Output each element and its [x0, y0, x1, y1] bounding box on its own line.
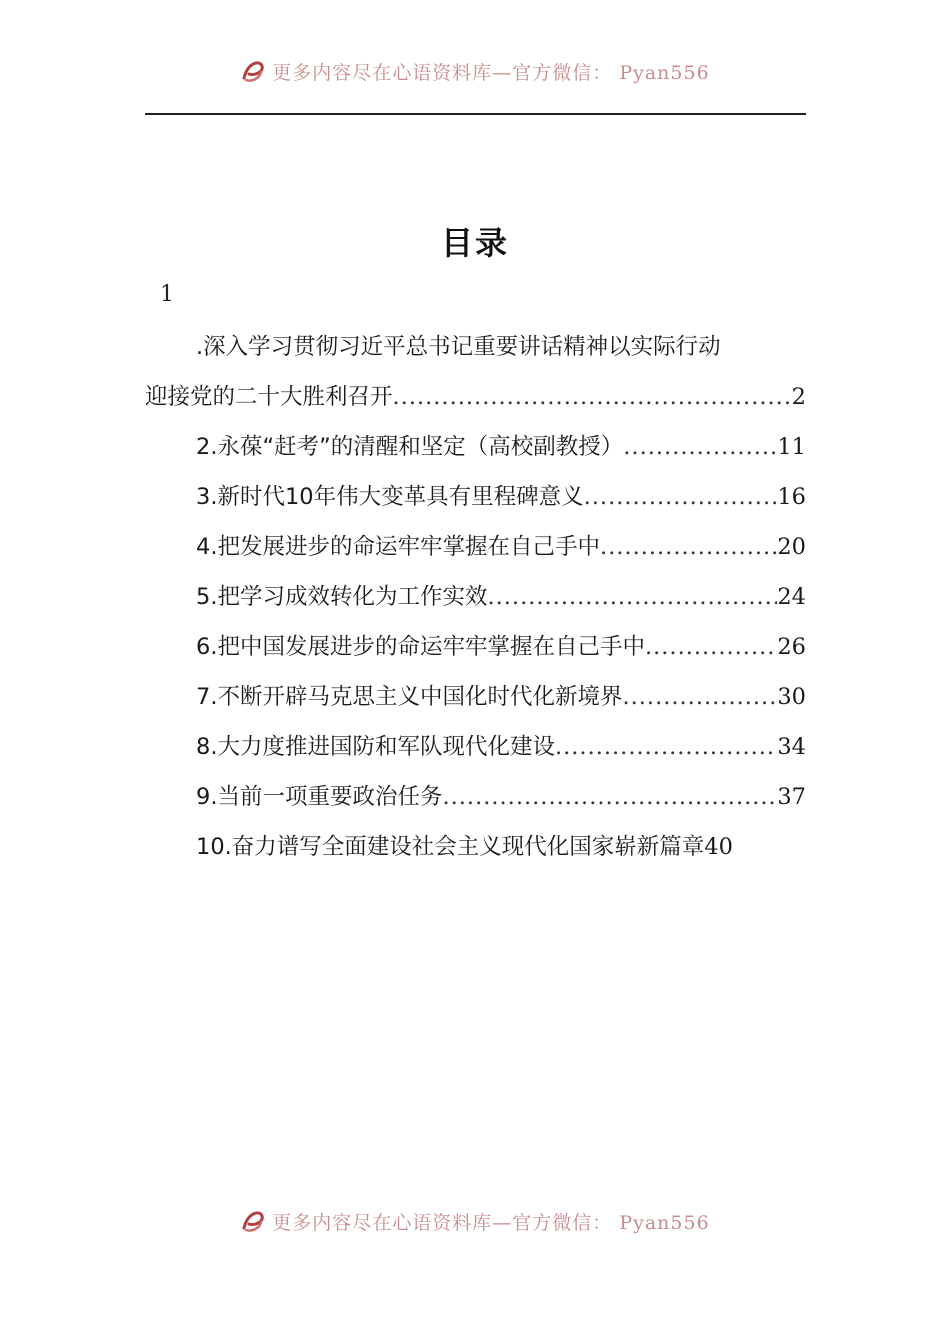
toc-entry[interactable]: [145, 572, 806, 622]
toc-page-number: 11: [777, 434, 806, 460]
toc-page-number: 26: [777, 634, 806, 660]
toc-leader-dots: [600, 522, 777, 572]
table-of-contents: [145, 322, 806, 872]
page-title: 目录: [440, 224, 509, 262]
toc-leader-dots: [487, 572, 777, 622]
toc-entry[interactable]: [145, 622, 806, 672]
toc-entry[interactable]: [145, 522, 806, 572]
brand-logo-icon: [240, 58, 266, 84]
toc-page-number: 24: [777, 584, 806, 610]
footer-banner-text: 更多内容尽在心语资料库—官方微信： Pyan556: [272, 1211, 710, 1234]
toc-entry[interactable]: [145, 722, 806, 772]
toc-page-number: 2: [791, 384, 806, 410]
toc-leader-dots: [645, 622, 777, 672]
toc-entry[interactable]: [145, 422, 806, 472]
toc-entry-text: .深入学习贯彻习近平总书记重要讲话精神以实际行动: [196, 334, 721, 360]
toc-page-number: 34: [777, 734, 806, 760]
header-rule: [145, 113, 806, 115]
brand-logo-icon: [240, 1208, 266, 1234]
toc-page-number: 30: [777, 684, 806, 710]
toc-entry-text: 7.不断开辟马克思主义中国化时代化新境界: [196, 684, 623, 710]
toc-page-number: 20: [777, 534, 806, 560]
toc-leader-dots: [442, 772, 777, 822]
toc-leader-dots: [584, 472, 778, 522]
toc-entry[interactable]: [145, 672, 806, 722]
toc-entry-1-line1[interactable]: [145, 322, 806, 372]
toc-entry[interactable]: [145, 822, 806, 872]
toc-page-number: 37: [777, 784, 806, 810]
toc-entry[interactable]: [145, 472, 806, 522]
toc-entry-text: 6.把中国发展进步的命运牢牢掌握在自己手中: [196, 634, 645, 660]
toc-entry[interactable]: [145, 772, 806, 822]
toc-entry-text: 迎接党的二十大胜利召开: [145, 384, 393, 410]
toc-leader-dots: [393, 372, 792, 422]
header-banner: [0, 56, 950, 86]
toc-entry-text: 8.大力度推进国防和军队现代化建设: [196, 734, 555, 760]
toc-leader-dots: [623, 422, 777, 472]
toc-entry-text: 10.奋力谱写全面建设社会主义现代化国家崭新篇章: [196, 834, 705, 860]
toc-page-number: 16: [777, 484, 806, 510]
toc-entry-text: 9.当前一项重要政治任务: [196, 784, 443, 810]
toc-page-number: 40: [704, 834, 733, 860]
toc-leader-dots: [555, 722, 777, 772]
header-banner-text: 更多内容尽在心语资料库—官方微信： Pyan556: [272, 61, 710, 84]
toc-leader-dots: [622, 672, 777, 722]
toc-entry-1-line2[interactable]: [145, 372, 806, 422]
toc-entry-text: 4.把发展进步的命运牢牢掌握在自己手中: [196, 534, 600, 560]
toc-entry-text: 3.新时代10年伟大变革具有里程碑意义: [196, 484, 584, 510]
footer-banner: [0, 1206, 950, 1236]
toc-entry-text: 2.永葆“赶考”的清醒和坚定（高校副教授）: [196, 434, 624, 460]
leading-number: 1: [160, 282, 174, 307]
toc-entry-text: 5.把学习成效转化为工作实效: [196, 584, 488, 610]
